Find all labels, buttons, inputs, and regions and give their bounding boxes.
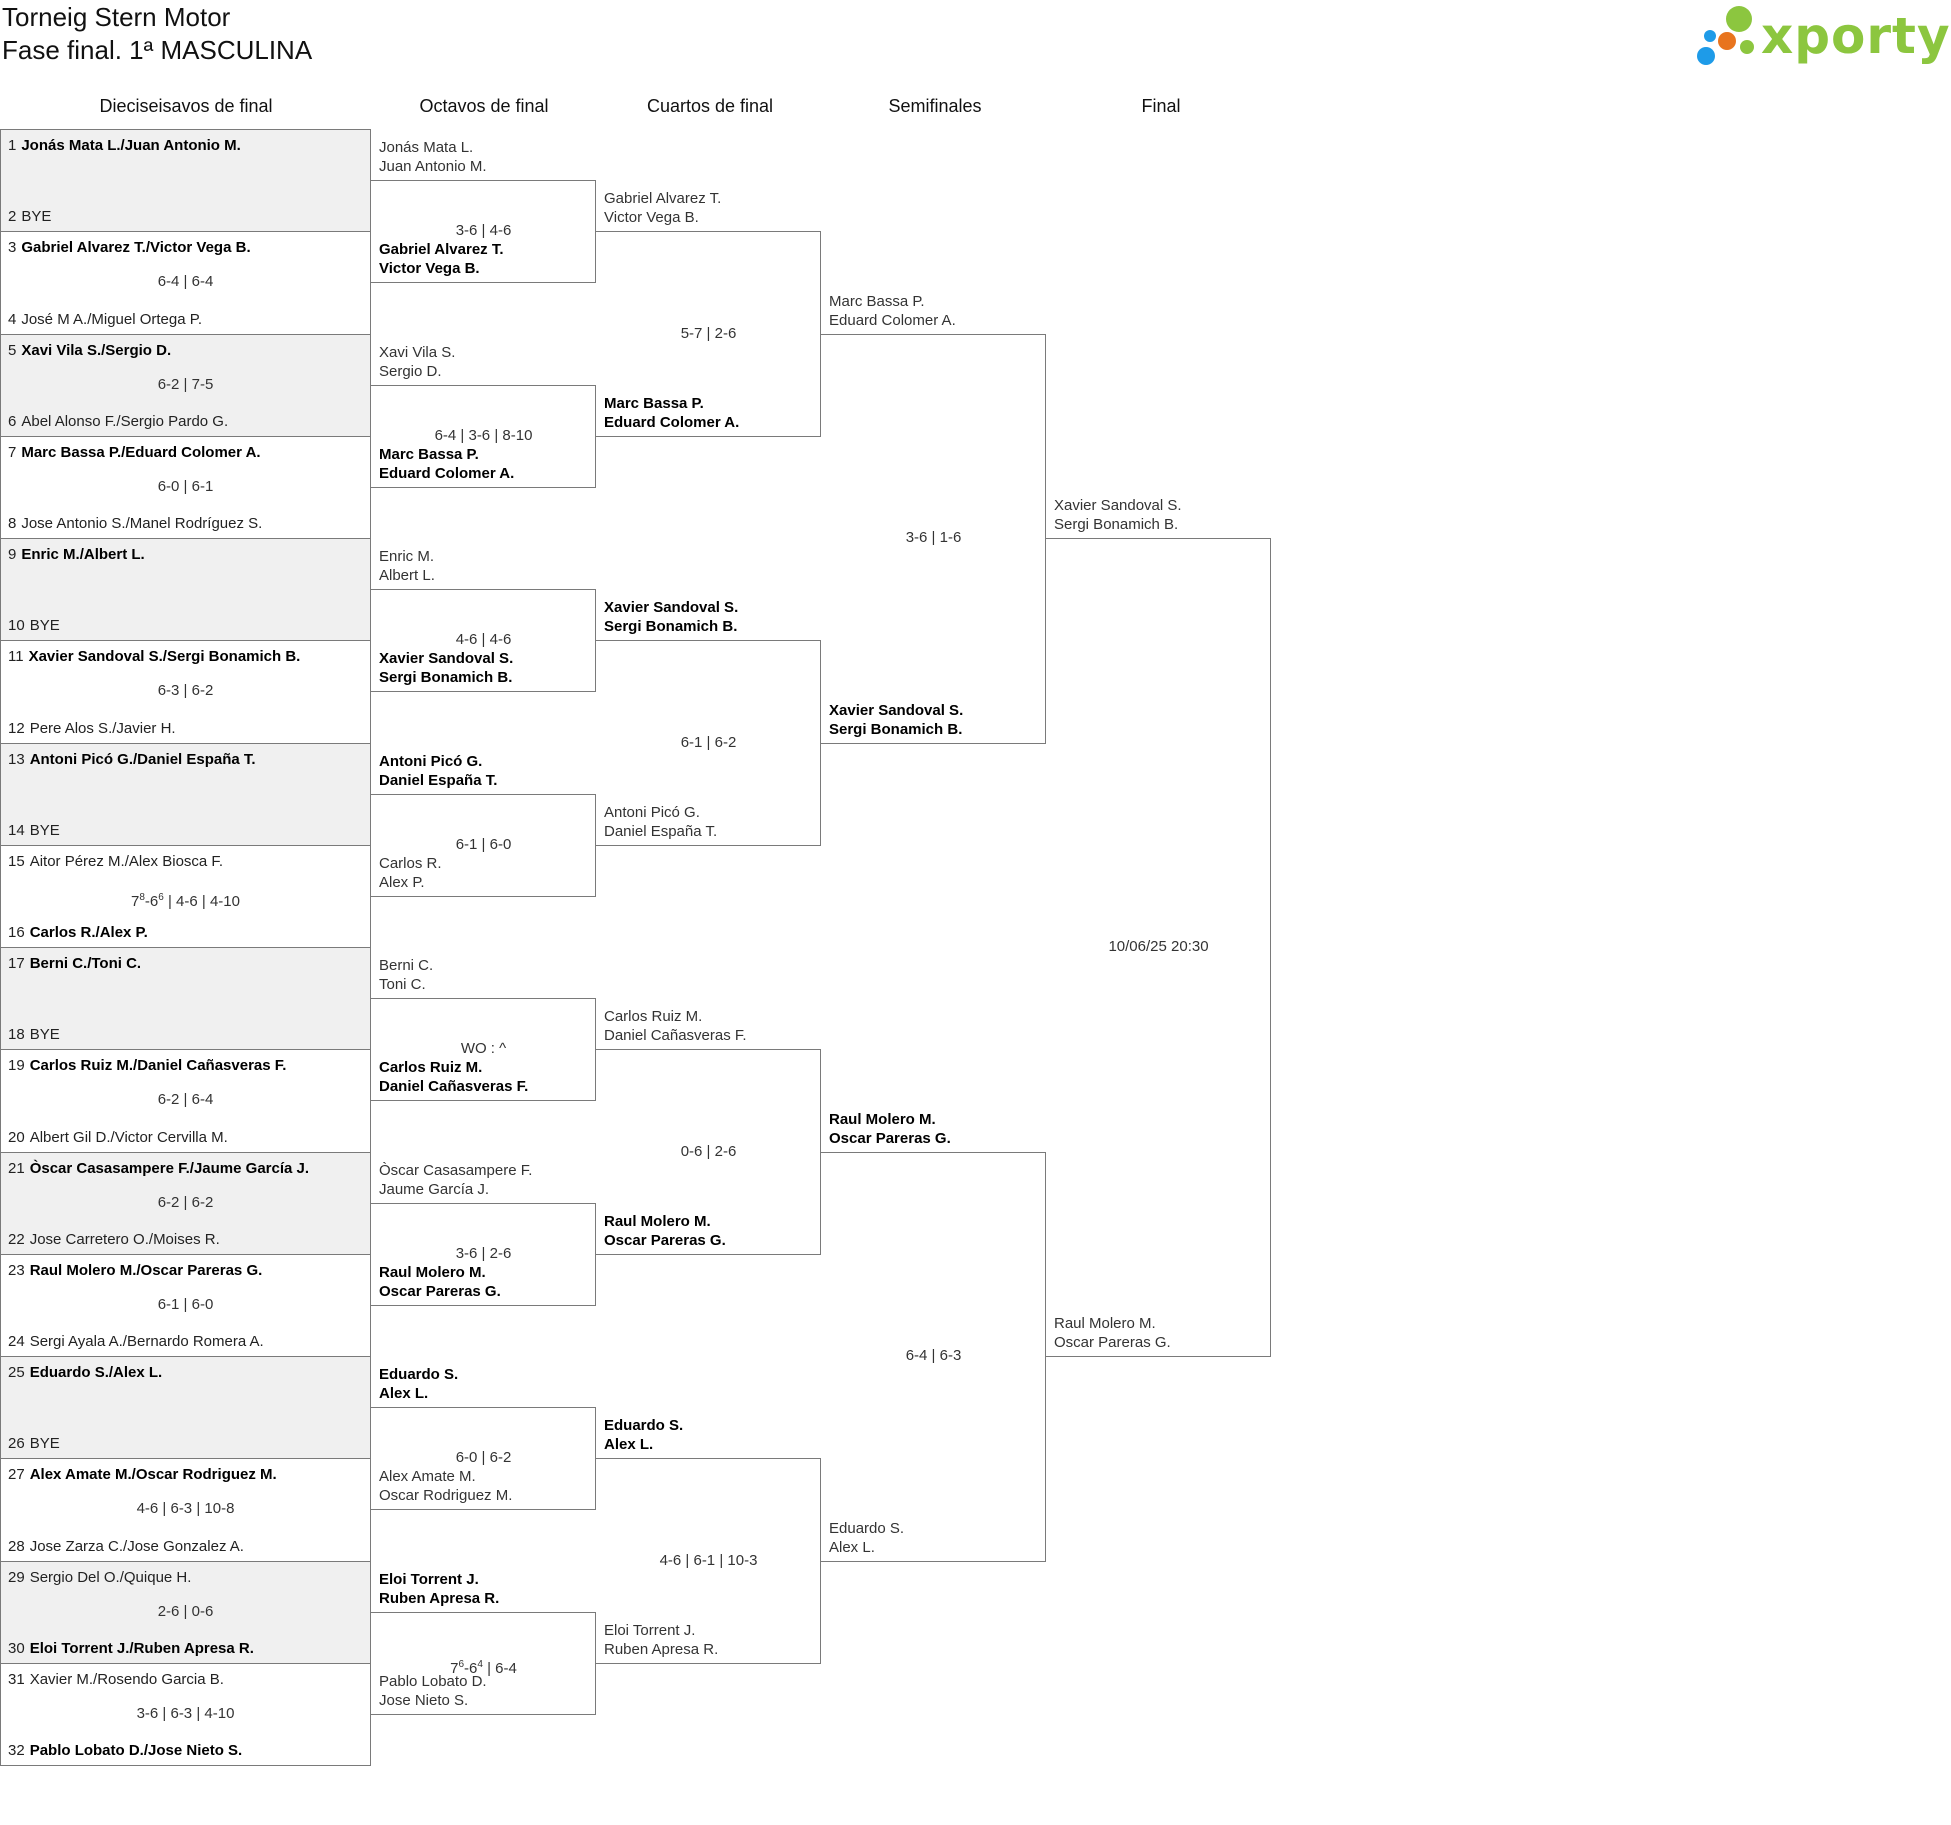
- team-bottom[interactable]: [604, 1621, 718, 1659]
- player-name: Marc Bassa P.: [829, 292, 925, 310]
- seed-number: 10: [8, 617, 25, 635]
- team-name: Aitor Pérez M./Alex Biosca F.: [29, 852, 224, 870]
- player-name: Eduard Colomer A.: [829, 311, 956, 329]
- seed-number: 17: [8, 955, 25, 972]
- match-score: 3-6 | 4-6: [455, 222, 512, 240]
- team-top[interactable]: [604, 1007, 747, 1045]
- player-name: Marc Bassa P.: [604, 394, 704, 412]
- r1-team-top[interactable]: [8, 648, 300, 666]
- r1-team-bottom[interactable]: [8, 1640, 254, 1658]
- player-name: Raul Molero M.: [604, 1212, 711, 1230]
- team-name: Carlos Ruiz M./Daniel Cañasveras F.: [29, 1057, 287, 1075]
- team-bottom[interactable]: [604, 1212, 726, 1250]
- match-score: 2-6 | 0-6: [157, 1602, 214, 1620]
- seed-number: 2: [8, 208, 17, 226]
- seed-number: 31: [8, 1670, 25, 1688]
- seed-number: 21: [8, 1159, 25, 1177]
- seed-number: 22: [8, 1230, 25, 1248]
- seed-number: 18: [8, 1026, 25, 1044]
- tiebreak-sup: 6: [458, 1658, 465, 1670]
- team-bottom[interactable]: [604, 803, 717, 841]
- match-score: 0-6 | 2-6: [680, 1142, 737, 1160]
- team-top[interactable]: [379, 1161, 532, 1199]
- r1-team-bottom[interactable]: [8, 1129, 228, 1147]
- logo-dot-green-small: [1740, 40, 1754, 54]
- player-name: Eloi Torrent J.: [379, 1570, 479, 1588]
- player-name: Ruben Apresa R.: [604, 1640, 719, 1658]
- player-name: Jose Nieto S.: [379, 1691, 469, 1709]
- team-bottom[interactable]: [829, 1519, 904, 1557]
- team-name: Antoni Picó G./Daniel España T.: [29, 750, 256, 768]
- match-score: 6-2 | 6-4: [157, 1091, 214, 1109]
- logo-dot-blue: [1697, 47, 1715, 65]
- team-name: Xavier Sandoval S./Sergi Bonamich B.: [28, 648, 301, 666]
- r1-team-bottom[interactable]: [8, 1231, 220, 1249]
- player-name: Jaume García J.: [379, 1180, 490, 1198]
- tournament-title: Torneig Stern Motor: [2, 2, 231, 32]
- round-header: Cuartos de final: [646, 96, 774, 116]
- player-name: Alex L.: [604, 1436, 654, 1454]
- team-bottom[interactable]: [379, 1058, 528, 1096]
- team-top[interactable]: [1054, 496, 1182, 534]
- team-bottom[interactable]: [379, 649, 513, 687]
- r1-team-top[interactable]: [8, 444, 261, 462]
- team-bottom[interactable]: [829, 701, 963, 739]
- player-name: Victor Vega B.: [604, 209, 699, 227]
- player-name: Sergi Bonamich B.: [829, 720, 963, 738]
- tiebreak-sup: 8: [139, 891, 145, 903]
- player-name: Alex L.: [379, 1385, 429, 1403]
- seed-number: 4: [8, 310, 17, 328]
- team-name: BYE: [29, 821, 60, 839]
- r1-team-bottom[interactable]: [8, 1435, 60, 1453]
- player-name: Oscar Pareras G.: [1054, 1334, 1171, 1351]
- team-bottom[interactable]: [379, 1467, 512, 1505]
- player-name: Xavier Sandoval S.: [604, 599, 739, 617]
- player-name: Sergio D.: [379, 362, 442, 380]
- player-name: Juan Antonio M.: [379, 158, 487, 176]
- team-name: Pere Alos S./Javier H.: [29, 719, 176, 737]
- team-name: Enric M./Albert L.: [21, 546, 145, 563]
- team-top[interactable]: [829, 1110, 951, 1148]
- team-name: Gabriel Alvarez T./Victor Vega B.: [21, 239, 251, 257]
- player-name: Enric M.: [379, 548, 435, 566]
- seed-number: 5: [8, 341, 17, 359]
- seed-number: 19: [8, 1057, 25, 1075]
- logo-text: xporty: [1761, 7, 1951, 65]
- r1-team-top[interactable]: [8, 137, 241, 155]
- team-top[interactable]: [829, 292, 956, 330]
- team-name: Xavi Vila S./Sergio D.: [21, 341, 172, 359]
- round-header: Octavos de final: [419, 96, 549, 116]
- r1-team-top[interactable]: [8, 1569, 191, 1587]
- player-name: Carlos Ruiz M.: [379, 1059, 483, 1077]
- round-header: Final: [1141, 96, 1181, 116]
- r1-team-bottom[interactable]: [8, 924, 148, 942]
- r1-team-bottom[interactable]: [8, 1742, 242, 1760]
- team-name: Berni C./Toni C.: [29, 955, 142, 972]
- team-name: BYE: [29, 617, 60, 635]
- xporty-logo: [1696, 4, 1951, 66]
- match-score: 3-6 | 1-6: [905, 529, 962, 546]
- r1-team-bottom[interactable]: [8, 617, 60, 635]
- seed-number: 20: [8, 1128, 25, 1146]
- player-name: Sergi Bonamich B.: [1054, 516, 1179, 533]
- seed-number: 9: [8, 546, 17, 563]
- match-score: WO : ^: [460, 1040, 507, 1058]
- team-bottom[interactable]: [1054, 1314, 1171, 1352]
- seed-number: 16: [8, 924, 25, 941]
- r1-team-bottom[interactable]: [8, 413, 228, 431]
- player-name: Eloi Torrent J.: [604, 1621, 696, 1639]
- player-name: Raul Molero M.: [829, 1110, 936, 1128]
- r1-team-top[interactable]: [8, 1057, 286, 1075]
- r1-team-top[interactable]: [8, 1262, 262, 1280]
- player-name: Xavier Sandoval S.: [1054, 497, 1182, 514]
- team-name: Jose Zarza C./Jose Gonzalez A.: [29, 1537, 244, 1555]
- team-name: Pablo Lobato D./Jose Nieto S.: [29, 1742, 243, 1759]
- team-name: Òscar Casasampere F./Jaume García J.: [29, 1159, 310, 1177]
- player-name: Toni C.: [379, 976, 426, 994]
- team-top[interactable]: [379, 138, 487, 176]
- player-name: Daniel España T.: [379, 771, 498, 789]
- match-score: 3-6 | 2-6: [455, 1244, 512, 1262]
- logo-dot-green: [1726, 6, 1752, 32]
- seed-number: 29: [8, 1568, 25, 1586]
- team-top[interactable]: [379, 956, 433, 994]
- team-top[interactable]: [379, 343, 455, 381]
- match-score: 4-6 | 6-3 | 10-8: [136, 1500, 235, 1518]
- player-name: Eduard Colomer A.: [604, 413, 740, 431]
- seed-number: 15: [8, 852, 25, 870]
- seed-number: 28: [8, 1537, 25, 1555]
- team-name: Carlos R./Alex P.: [29, 924, 148, 941]
- match-score: 4-6 | 6-1 | 10-3: [659, 1551, 758, 1569]
- team-name: Sergio Del O./Quique H.: [29, 1568, 192, 1586]
- team-top[interactable]: [379, 752, 497, 790]
- match-score: 6-1 | 6-0: [157, 1295, 214, 1313]
- team-name: Xavier M./Rosendo Garcia B.: [29, 1670, 224, 1688]
- r1-team-bottom[interactable]: [8, 515, 262, 533]
- team-top[interactable]: [379, 547, 435, 585]
- player-name: Eduardo S.: [604, 1417, 684, 1435]
- r1-team-bottom[interactable]: [8, 1333, 264, 1351]
- player-name: Xavier Sandoval S.: [379, 650, 514, 668]
- team-top[interactable]: [604, 1416, 683, 1454]
- match-score: 4-6 | 4-6: [455, 631, 512, 649]
- player-name: Xavier Sandoval S.: [829, 701, 964, 719]
- match-score: 6-0 | 6-2: [455, 1449, 512, 1467]
- team-top[interactable]: [604, 189, 721, 227]
- team-name: BYE: [29, 1435, 60, 1453]
- seed-number: 32: [8, 1742, 25, 1759]
- team-bottom[interactable]: [379, 240, 504, 278]
- r1-team-bottom[interactable]: [8, 208, 51, 226]
- r1-team-top[interactable]: [8, 1364, 162, 1382]
- seed-number: 14: [8, 821, 25, 839]
- player-name: Xavi Vila S.: [379, 343, 456, 361]
- team-name: Jonás Mata L./Juan Antonio M.: [21, 137, 241, 154]
- team-name: Albert Gil D./Victor Cervilla M.: [29, 1128, 228, 1146]
- team-name: Raul Molero M./Oscar Pareras G.: [29, 1261, 263, 1279]
- player-name: Oscar Pareras G.: [829, 1129, 951, 1147]
- seed-number: 7: [8, 443, 17, 461]
- player-name: Gabriel Alvarez T.: [379, 241, 504, 259]
- match-score: 5-7 | 2-6: [680, 324, 737, 342]
- player-name: Oscar Rodriguez M.: [379, 1487, 513, 1505]
- r1-team-bottom[interactable]: [8, 311, 202, 329]
- player-name: Eduardo S.: [829, 1519, 905, 1537]
- seed-number: 27: [8, 1466, 25, 1484]
- player-name: Marc Bassa P.: [379, 445, 479, 463]
- team-name: Sergi Ayala A./Bernardo Romera A.: [29, 1333, 264, 1350]
- player-name: Pablo Lobato D.: [379, 1672, 487, 1690]
- seed-number: 1: [8, 137, 17, 154]
- player-name: Òscar Casasampere F.: [379, 1161, 533, 1179]
- player-name: Raul Molero M.: [379, 1263, 486, 1281]
- player-name: Alex L.: [829, 1538, 875, 1556]
- seed-number: 26: [8, 1435, 25, 1453]
- player-name: Sergi Bonamich B.: [604, 618, 738, 636]
- team-name: Marc Bassa P./Eduard Colomer A.: [21, 443, 261, 461]
- team-name: Jose Carretero O./Moises R.: [29, 1230, 220, 1248]
- team-name: BYE: [29, 1026, 60, 1044]
- team-name: Eloi Torrent J./Ruben Apresa R.: [29, 1639, 254, 1657]
- team-bottom[interactable]: [379, 854, 442, 892]
- team-name: Alex Amate M./Oscar Rodriguez M.: [29, 1466, 277, 1484]
- r1-team-bottom[interactable]: [8, 1538, 244, 1556]
- r1-team-top[interactable]: [8, 239, 251, 257]
- player-name: Victor Vega B.: [379, 260, 480, 278]
- player-name: Daniel España T.: [604, 822, 718, 840]
- match-score: 6-2 | 6-2: [157, 1193, 214, 1211]
- player-name: Antoni Picó G.: [379, 752, 483, 770]
- match-score: $7^8-6^6$ | 4-6 | 4-10: [131, 891, 240, 910]
- team-name: BYE: [21, 208, 52, 226]
- player-name: Alex P.: [379, 873, 425, 891]
- team-name: Jose Antonio S./Manel Rodríguez S.: [21, 515, 263, 532]
- logo-dot-blue-small: [1704, 30, 1716, 42]
- phase-title: Fase final. 1ª MASCULINA: [2, 35, 313, 65]
- match-datetime: 10/06/25 20:30: [1108, 938, 1209, 955]
- match-score: 6-4 | 6-4: [157, 273, 214, 291]
- team-bottom[interactable]: [379, 1263, 501, 1301]
- r1-team-bottom[interactable]: [8, 1026, 60, 1044]
- player-name: Carlos R.: [379, 854, 442, 872]
- seed-number: 13: [8, 750, 25, 768]
- player-name: Eduard Colomer A.: [379, 464, 515, 482]
- team-name: Eduardo S./Alex L.: [29, 1364, 163, 1381]
- match-score: 6-1 | 6-0: [455, 835, 512, 853]
- r1-team-bottom[interactable]: [8, 720, 176, 738]
- team-bottom[interactable]: [604, 394, 739, 432]
- player-name: Ruben Apresa R.: [379, 1589, 500, 1607]
- r1-team-top[interactable]: [8, 546, 145, 564]
- seed-number: 23: [8, 1261, 25, 1279]
- player-name: Antoni Picó G.: [604, 803, 700, 821]
- player-name: Carlos Ruiz M.: [604, 1008, 703, 1026]
- player-name: Oscar Pareras G.: [604, 1231, 726, 1249]
- r1-team-top[interactable]: [8, 751, 256, 769]
- player-name: Berni C.: [379, 957, 434, 975]
- seed-number: 25: [8, 1364, 25, 1381]
- logo-dot-orange: [1718, 32, 1736, 50]
- match-score: 6-0 | 6-1: [157, 477, 214, 495]
- match-score: 6-3 | 6-2: [157, 682, 214, 700]
- team-name: Abel Alonso F./Sergio Pardo G.: [21, 412, 229, 430]
- seed-number: 11: [8, 648, 24, 666]
- r1-team-top[interactable]: [8, 1160, 309, 1178]
- seed-number: 12: [8, 719, 25, 737]
- player-name: Jonás Mata L.: [379, 139, 474, 157]
- r1-team-top[interactable]: [8, 1466, 277, 1484]
- match-score: 6-4 | 6-3: [905, 1347, 962, 1364]
- r1-team-top[interactable]: [8, 342, 171, 360]
- player-name: Albert L.: [379, 567, 435, 585]
- player-name: Eduardo S.: [379, 1366, 459, 1384]
- seed-number: 30: [8, 1639, 25, 1657]
- r1-team-bottom[interactable]: [8, 822, 60, 840]
- team-name: José M A./Miguel Ortega P.: [21, 310, 202, 328]
- match-score: 3-6 | 6-3 | 4-10: [136, 1704, 235, 1722]
- r1-team-top[interactable]: [8, 853, 223, 871]
- player-name: Alex Amate M.: [379, 1468, 476, 1486]
- team-top[interactable]: [604, 598, 738, 636]
- seed-number: 3: [8, 239, 17, 257]
- seed-number: 8: [8, 515, 17, 532]
- team-top[interactable]: [379, 1570, 499, 1608]
- r1-team-top[interactable]: [8, 955, 141, 973]
- player-name: Daniel Cañasveras F.: [379, 1078, 529, 1096]
- player-name: Daniel Cañasveras F.: [604, 1027, 747, 1045]
- match-score: 6-2 | 7-5: [157, 375, 214, 393]
- r1-team-top[interactable]: [8, 1671, 224, 1689]
- team-top[interactable]: [379, 1365, 458, 1403]
- player-name: Oscar Pareras G.: [379, 1282, 501, 1300]
- player-name: Gabriel Alvarez T.: [604, 190, 722, 208]
- match-score: $7^6-6^4$ | 6-4: [450, 1658, 517, 1677]
- match-score: 6-4 | 3-6 | 8-10: [434, 426, 533, 444]
- team-bottom[interactable]: [379, 445, 514, 483]
- round-header: Dieciseisavos de final: [99, 96, 273, 116]
- round-header: Semifinales: [888, 96, 982, 116]
- seed-number: 6: [8, 412, 17, 430]
- match-score: 6-1 | 6-2: [680, 733, 737, 751]
- seed-number: 24: [8, 1333, 25, 1350]
- player-name: Raul Molero M.: [1054, 1315, 1156, 1332]
- tiebreak-sup: 4: [477, 1658, 483, 1670]
- tiebreak-sup: 6: [158, 891, 164, 903]
- player-name: Sergi Bonamich B.: [379, 669, 513, 687]
